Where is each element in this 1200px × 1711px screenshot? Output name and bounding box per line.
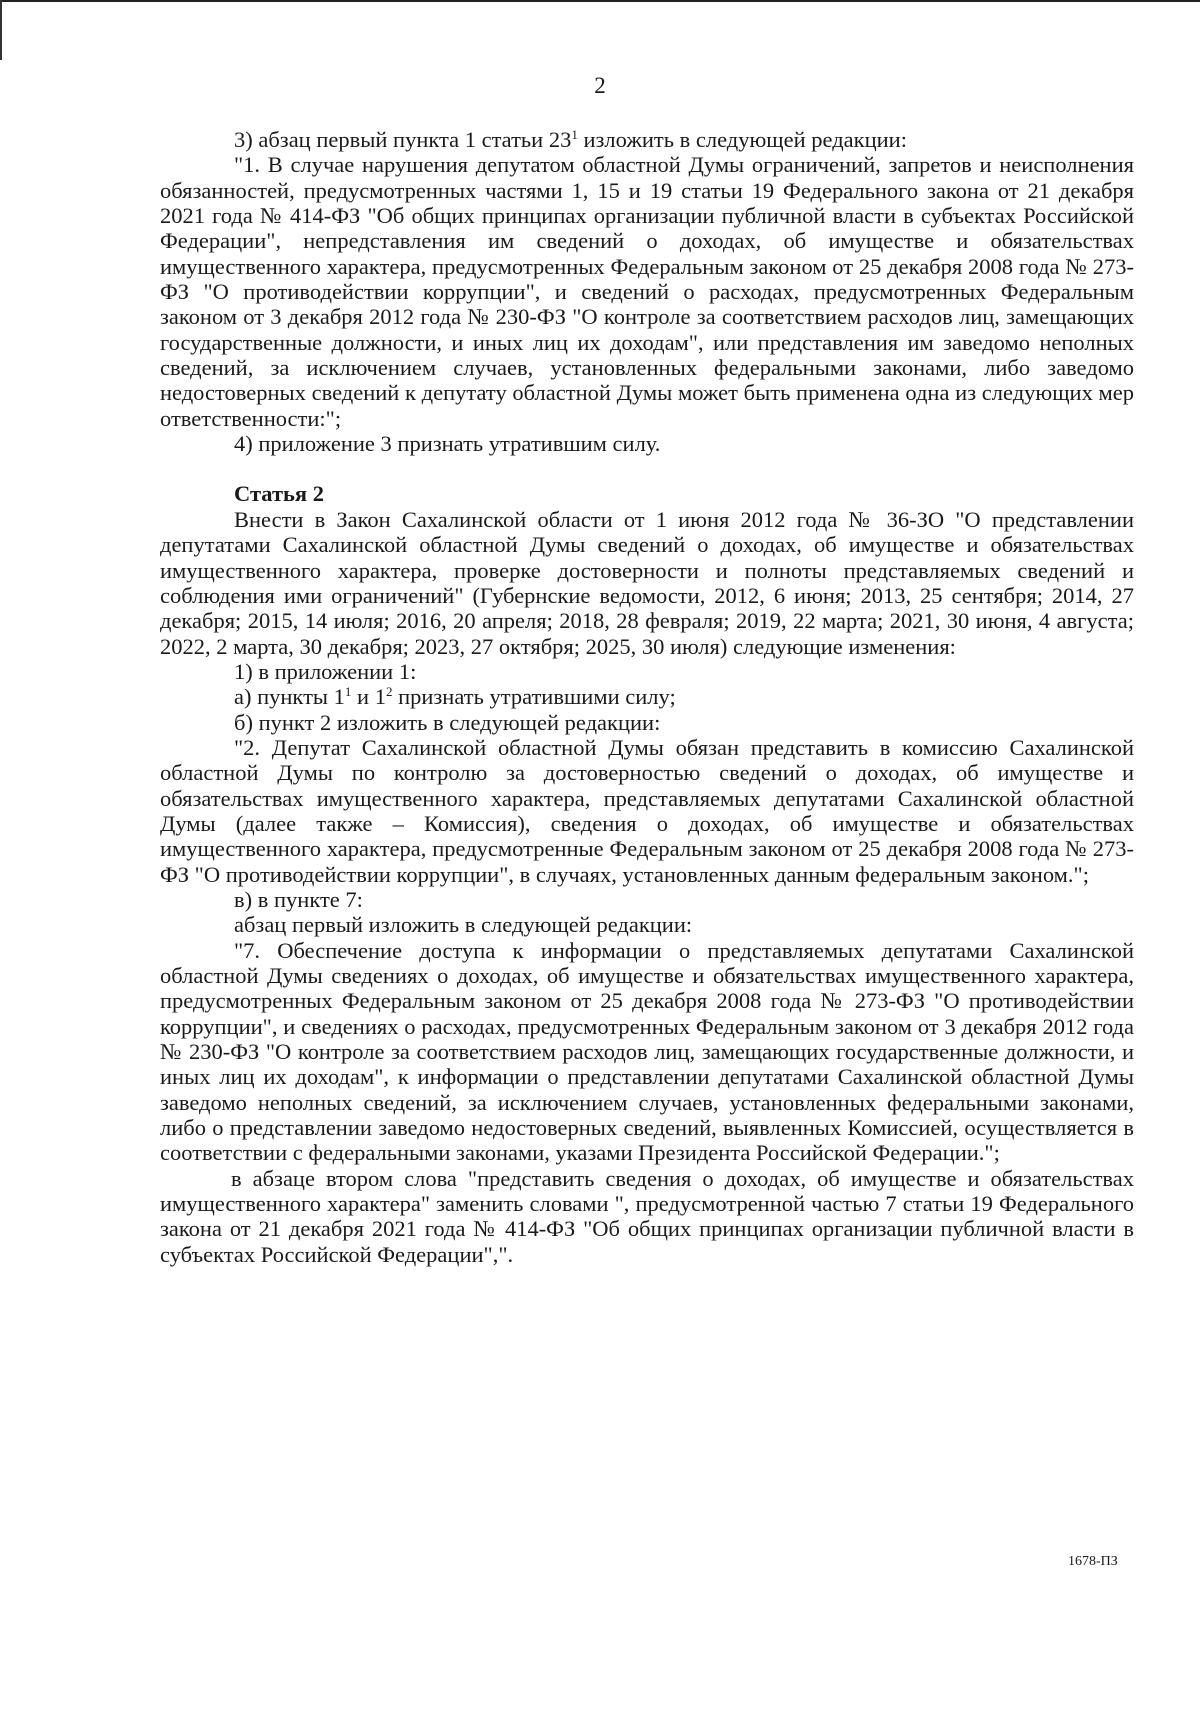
item-a-superscript-2: 2: [385, 684, 393, 700]
article-2-heading: Статья 2: [234, 481, 324, 507]
paragraph-item-v-quote: "7. Обеспечение доступа к информации о представляемых депутатами Сахалинской областной Думы сведениях о доходах, об имуществе и обязательствах имущественного характера, предусмотренных Федеральным законом от 25 декабря 2008 года № 273-ФЗ "О противодействии коррупции", и сведениях о расходах, предусмотренных Федеральным законом от 3 декабря 2012 года № 230-ФЗ "О контроле за соответствием расходов лиц, замещающих государственные должности, и иных лиц их доходам", к информации о представлении депутатами Сахалинской областной Думы заведомо неполных сведений, за исключением случаев, установленных федеральными законами, либо о представлении заведомо недостоверных сведений, выявленных Комиссией, осуществляется в соответствии с федеральными законами, указами Президента Российской Федерации.";: [160, 937, 1134, 1166]
paragraph-item3: [160, 127, 1134, 152]
paragraph-item-v-2: в абзаце втором слова "представить сведения о доходах, об имуществе и обязательствах имущественного характера" заменить словами ", предусмотренной частью 7 статьи 19 Федерального закона от 21 декабря 2021 года № 414-ФЗ "Об общих принципах организации публичной власти в субъектах Российской Федерации",".: [160, 1165, 1134, 1267]
item3-text-b: изложить в следующей редакции:: [577, 127, 907, 152]
paragraph-item-b: б) пункт 2 изложить в следующей редакции:: [234, 709, 661, 735]
paragraph-item3-quote: "1. В случае нарушения депутатом областной Думы ограничений, запретов и неисполнения обязанностей, предусмотренных частями 1, 15 и 19 статьи 19 Федерального закона от 21 декабря 2021 года № 414-ФЗ "Об общих принципах организации публичной власти в субъектах Российской Федерации", непредставления им сведений о доходах, об имуществе и обязательствах имущественного характера, предусмотренных Федеральным законом от 25 декабря 2008 года № 273-ФЗ "О противодействии коррупции", и сведений о расходах, предусмотренных Федеральным законом от 3 декабря 2012 года № 230-ФЗ "О контроле за соответствием расходов лиц, замещающих государственные должности, и иных лиц их доходам", или представления им заведомо неполных сведений, за исключением случаев, установленных федеральными законами, либо заведомо недостоверных сведений к депутату областной Думы может быть применена одна из следующих мер ответственности:";: [160, 152, 1134, 431]
document-code: 1678-ПЗ: [1068, 1554, 1118, 1569]
paragraph-item1: 1) в приложении 1:: [234, 658, 417, 684]
item-a-text-c: признать утратившими силу;: [392, 684, 676, 710]
item-a-text-b: и 1: [351, 684, 386, 710]
paragraph-item4: 4) приложение 3 признать утратившим силу.: [234, 431, 661, 457]
paragraph-item-a: [160, 684, 1134, 709]
paragraph-item-v: в) в пункте 7:: [234, 886, 363, 912]
item-a-superscript-1: 1: [344, 684, 352, 700]
item-a-text-a: а) пункты 1: [234, 684, 345, 710]
item3-superscript: 1: [571, 127, 578, 142]
scan-edge-top: [0, 0, 1200, 2]
document-body: [160, 127, 1134, 1267]
paragraph-article2-intro: Внести в Закон Сахалинской области от 1 июня 2012 года № 36-ЗО "О представлении депутатами Сахалинской областной Думы сведений о доходах, об имуществе и обязательствах имущественного характера, проверке достоверности и полноты представляемых сведений и соблюдения ими ограничений" (Губернские ведомости, 2012, 6 июня; 2013, 25 сентября; 2014, 27 декабря; 2015, 14 июля; 2016, 20 апреля; 2018, 28 февраля; 2019, 22 марта; 2021, 30 июня, 4 августа; 2022, 2 марта, 30 декабря; 2023, 27 октября; 2025, 30 июля) следующие изменения:: [160, 506, 1134, 659]
scan-edge-left: [0, 0, 2, 60]
paragraph-item-b-quote: "2. Депутат Сахалинской областной Думы обязан представить в комиссию Сахалинской областной Думы по контролю за достоверностью сведений о доходах, об имуществе и обязательствах имущественного характера, представляемых депутатами Сахалинской областной Думы (далее также – Комиссия), сведения о доходах, об имуществе и обязательствах имущественного характера, предусмотренные Федеральным законом от 25 декабря 2008 года № 273-ФЗ "О противодействии коррупции", в случаях, установленных данным федеральным законом.";: [160, 734, 1134, 887]
item3-text-a: 3) абзац первый пункта 1 статьи 23: [234, 127, 572, 152]
page-number: 2: [594, 73, 606, 98]
paragraph-item-v-1: абзац первый изложить в следующей редакции:: [234, 912, 693, 938]
